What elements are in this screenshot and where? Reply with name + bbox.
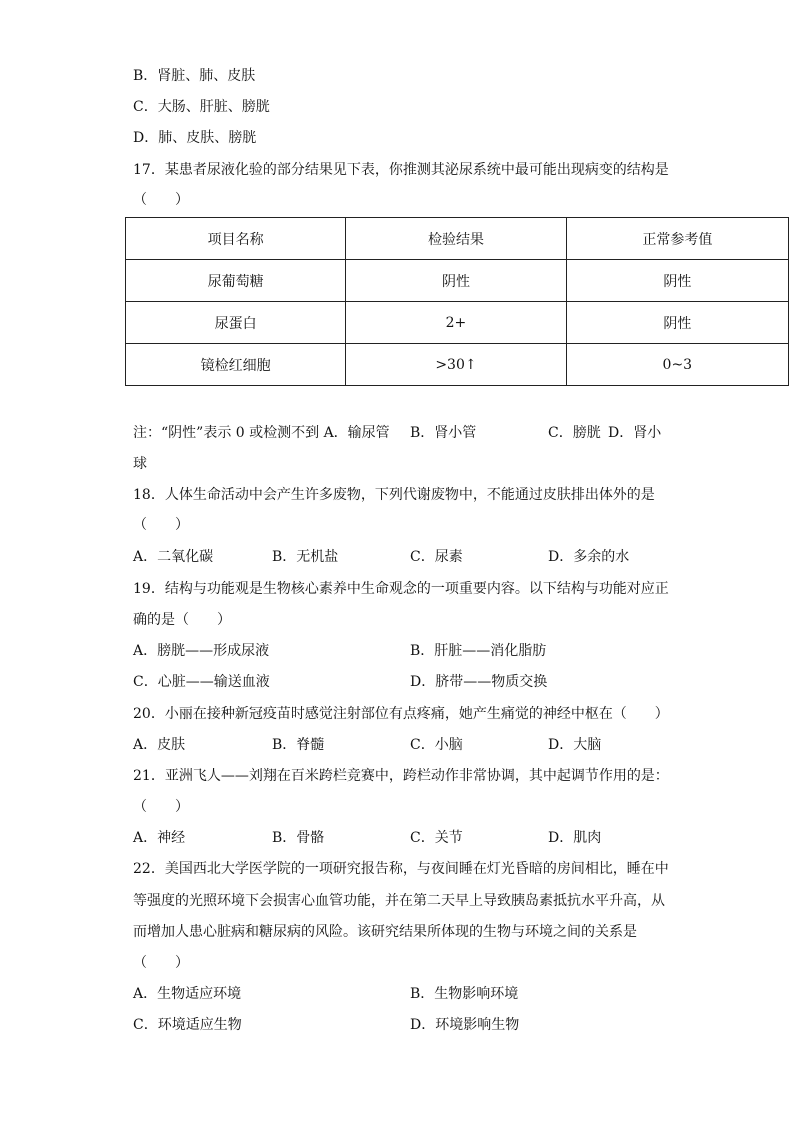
table-cell: >30↑ [346, 344, 566, 386]
q17-option-c: C．膀胱 [548, 425, 601, 441]
q18-blank: （ ） [133, 517, 189, 533]
q17-option-d-continued: 球 [133, 456, 147, 472]
table-cell: 尿葡萄糖 [126, 260, 346, 302]
table-cell: 2+ [346, 302, 566, 344]
q22-stem-line3: 而增加人患心脏病和糖尿病的风险。该研究结果所体现的生物与环境之间的关系是 [133, 924, 637, 940]
q19-option-a: A．膀胱——形成尿液 [133, 643, 270, 659]
q18-option-a: A．二氧化碳 [133, 549, 214, 565]
q20-option-a: A．皮肤 [133, 737, 186, 753]
table-cell: 0~3 [566, 344, 788, 386]
table-row [126, 260, 789, 302]
q21-option-c: C．关节 [410, 830, 463, 846]
q21-option-d: D．肌肉 [548, 830, 602, 846]
table-cell: 阴性 [566, 260, 788, 302]
q22-option-a: A．生物适应环境 [133, 986, 242, 1002]
q17-blank: （ ） [133, 192, 189, 208]
q21-option-b: B．骨骼 [272, 830, 325, 846]
q22-option-d: D．环境影响生物 [410, 1017, 520, 1033]
urinalysis-table [125, 217, 789, 386]
table-row [126, 344, 789, 386]
q21-blank: （ ） [133, 799, 189, 815]
table-header-cell: 检验结果 [346, 218, 566, 260]
q17-option-d: D．肾小 [608, 425, 662, 441]
table-header-row [126, 218, 789, 260]
table-cell: 阴性 [346, 260, 566, 302]
q17-note-option-a: 注：“阴性”表示 0 或检测不到 A．输尿管 [133, 425, 390, 441]
q22-option-c: C．环境适应生物 [133, 1017, 242, 1033]
q17-stem: 17．某患者尿液化验的部分结果见下表，你推测其泌尿系统中最可能出现病变的结构是 [133, 162, 669, 178]
q22-stem-line2: 等强度的光照环境下会损害心血管功能，并在第二天早上导致胰岛素抵抗水平升高，从 [133, 893, 665, 909]
table-cell: 尿蛋白 [126, 302, 346, 344]
q18-option-d: D．多余的水 [548, 549, 630, 565]
table-header-cell: 正常参考值 [566, 218, 788, 260]
q21-stem: 21．亚洲飞人——刘翔在百米跨栏竞赛中，跨栏动作非常协调，其中起调节作用的是： [133, 768, 669, 784]
table-header-cell: 项目名称 [126, 218, 346, 260]
q22-option-b: B．生物影响环境 [410, 986, 519, 1002]
q18-option-b: B．无机盐 [272, 549, 339, 565]
table-cell: 阴性 [566, 302, 788, 344]
q19-option-d: D．脐带——物质交换 [410, 674, 548, 690]
q20-option-b: B．脊髓 [272, 737, 325, 753]
q16-option-d: D．肺、皮肤、膀胱 [133, 130, 257, 146]
q22-blank: （ ） [133, 955, 189, 971]
q20-stem: 20．小丽在接种新冠疫苗时感觉注射部位有点疼痛，她产生痛觉的神经中枢在（ ） [133, 706, 669, 722]
q20-option-c: C．小脑 [410, 737, 463, 753]
q19-stem-line2: 确的是（ ） [133, 612, 231, 628]
q21-option-a: A．神经 [133, 830, 186, 846]
q19-option-b: B．肝脏——消化脂肪 [410, 643, 547, 659]
table-row [126, 302, 789, 344]
table-cell: 镜检红细胞 [126, 344, 346, 386]
q20-option-d: D．大脑 [548, 737, 602, 753]
q18-stem: 18．人体生命活动中会产生许多废物，下列代谢废物中，不能通过皮肤排出体外的是 [133, 487, 655, 503]
q19-stem-line1: 19．结构与功能观是生物核心素养中生命观念的一项重要内容。以下结构与功能对应正 [133, 581, 669, 597]
q22-stem-line1: 22．美国西北大学医学院的一项研究报告称，与夜间睡在灯光昏暗的房间相比，睡在中 [133, 861, 669, 877]
q19-option-c: C．心脏——输送血液 [133, 674, 270, 690]
q17-option-b: B．肾小管 [410, 425, 477, 441]
q18-option-c: C．尿素 [410, 549, 463, 565]
q16-option-c: C．大肠、肝脏、膀胱 [133, 99, 270, 115]
q16-option-b: B．肾脏、肺、皮肤 [133, 68, 256, 84]
